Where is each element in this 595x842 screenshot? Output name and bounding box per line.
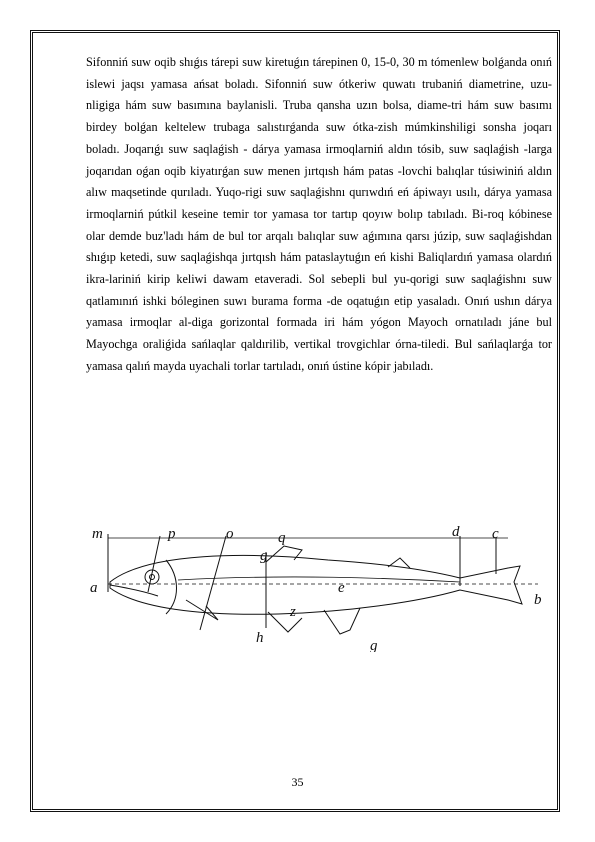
fish-gill-arc xyxy=(166,560,177,614)
label-g-lower: g xyxy=(370,638,378,652)
measure-line-o xyxy=(200,536,226,630)
label-d: d xyxy=(452,524,460,540)
label-e: e xyxy=(338,580,345,596)
label-z: z xyxy=(290,604,296,620)
dorsal-fin xyxy=(266,546,302,562)
label-q: q xyxy=(278,530,286,546)
lateral-line xyxy=(178,577,460,582)
ventral-fin xyxy=(268,612,302,632)
label-c: c xyxy=(492,526,499,542)
label-g: g xyxy=(260,548,268,564)
fish-jaw-line xyxy=(110,585,158,596)
fish-measurement-diagram xyxy=(88,522,548,652)
label-h: h xyxy=(256,630,264,646)
page-number: 35 xyxy=(291,775,304,789)
label-o: o xyxy=(226,526,234,542)
anal-fin xyxy=(324,608,360,634)
label-p: p xyxy=(168,526,176,542)
label-a: a xyxy=(90,580,98,596)
body-paragraph: Sifonniń suw oqib shıǵıs tárepi suw kiretuǵın tárepinen 0, 15-0, 30 m tómenlew bolǵanda onıń islewi jaqsı yamasa ańsat boladı. Sifonniń suw ótkeriw quwatı trubaniń diametrine, uzu-nligiga hám suw basımına baylanisli. Truba qansha uzın bolsa, diame-tri hám suw basımı birdey bolǵan keltelew trubaga salıstırǵanda suw ótka-zish múmkinshiligi sonsha joqarı boladı. Joqarıǵı suw saqlaǵish - dárya yamasa irmoqlarniń aldın tósib, suw saqlaǵish -larga joqarıdan oǵan oqib kiyatırǵan suw menen jırtqısh hám patas -lovchi balıqlar túsiwiniń aldın alıw maqsetinde qurıladı. Yuqo-rigi suw saqlaǵishnı qurıwdıń eń ápiwayı usılı, dárya yamasa irmoqlarniń pútkil keseine temir tor yamasa tor tartıp qoyıw bolıp tabıladı. Bi-roq kóbinese olar demde buz'ladı hám de bul tor arqalı balıqlar suw aǵımına qarsı júzip, suw saqlaǵishdan shıǵıp ketedi, suw saqlaǵishqa jırtqısh hám pataslaytuǵın eń kishi Baliqlardıń yamasa olardıń ikra-lariniń kirip keliwi dawam etaveradi. Sol sebepli bul yu-qorigi suw saqlaǵishnı suw qatlamınıń ishki bóleginen suwı burama forma -de oqatuǵın etip yasaladı. Onıń ushın dárya yamasa irmoqlar al-diga gorizontal formada iri hám yógon Mayoch ornatıladı jáne bul Mayochga oraliǵida sańlaqlar qaldırilib, vertikal trovgichlar órna-tiledi. Bul sańlaqlarǵa tor yamasa qalıń mayda uyachali torlar tartıladı, onıń ústine kópir jabıladı. xyxy=(86,55,552,373)
label-b: b xyxy=(534,592,542,608)
pectoral-fin xyxy=(186,600,218,620)
label-m: m xyxy=(92,526,103,542)
